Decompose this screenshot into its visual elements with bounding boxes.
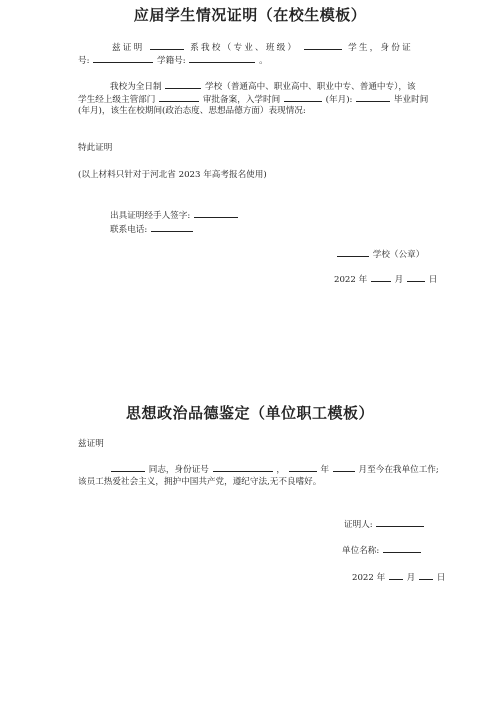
signer-label: 出具证明经手人签字: (110, 211, 191, 221)
employee-appraisal-title: 思想政治品德鉴定（单位职工模板） (125, 404, 374, 422)
signer-line (110, 208, 239, 222)
witness-line (344, 517, 425, 531)
day-label: 日 (428, 275, 438, 285)
witness-blank (376, 517, 424, 527)
year-label: 2022 年 (334, 275, 368, 285)
top-date-line (334, 272, 437, 286)
bottom-date-line (352, 570, 445, 584)
text-year: 年 (320, 465, 330, 475)
id-number-blank (93, 53, 153, 63)
employee-id-blank (213, 462, 273, 472)
month-label: 月 (394, 275, 404, 285)
text-number: 号: (78, 56, 90, 66)
graduate-time-blank (356, 92, 390, 102)
student-line-1 (112, 40, 413, 54)
text-certify: 兹证明 (112, 43, 145, 53)
day-blank (419, 570, 433, 580)
unit-line (342, 543, 422, 557)
employee-month-blank (333, 462, 355, 472)
month-label: 月 (406, 573, 416, 583)
employee-line-1 (110, 462, 439, 476)
month-blank (389, 570, 403, 580)
registration-blank (189, 53, 255, 63)
year-label: 2022 年 (352, 573, 386, 583)
student-certificate-title: 应届学生情况证明（在校生模板） (133, 6, 367, 24)
signer-blank (194, 208, 238, 218)
school-seal-label: 学校（公章） (372, 250, 425, 260)
text-major-class: 系我校（专业、班级） (190, 43, 299, 53)
day-label: 日 (436, 573, 446, 583)
employee-line-2: 该员工热爱社会主义，拥护中国共产党，遵纪守法,无不良嗜好。 (78, 477, 322, 487)
name-blank (150, 40, 184, 50)
employee-intro: 兹证明 (78, 439, 104, 449)
text-school-type: 学校（普通高中、职业高中、职业中专、普通中专），该 (205, 82, 416, 92)
unit-label: 单位名称: (342, 546, 380, 556)
student-line-2 (78, 53, 268, 67)
text-registration: 学籍号: (156, 56, 186, 66)
month-blank (371, 272, 391, 282)
school-name-blank (165, 79, 201, 89)
day-blank (407, 272, 425, 282)
student-line-5: (年月)，该生在校期间(政治态度、思想品德方面）表现情况: (78, 106, 306, 116)
usage-note: (以上材料只针对于河北省 2023 年高考报名使用) (78, 170, 267, 180)
text-year-month: (年月): (325, 95, 353, 105)
school-seal-blank (337, 247, 369, 257)
school-seal-line (336, 247, 424, 261)
employee-year-blank (289, 462, 317, 472)
text-fulltime: 我校为全日制 (110, 82, 162, 92)
student-line-4 (78, 92, 428, 106)
special-certify: 特此证明 (78, 143, 113, 153)
text-student-id: 学生，身份证 (348, 43, 413, 53)
enroll-time-blank (284, 92, 322, 102)
text-period: 。 (259, 56, 268, 66)
unit-blank (383, 543, 421, 553)
text-work-since: 月至今在我单位工作; (358, 465, 439, 475)
phone-line (110, 222, 194, 236)
text-comma: ， (276, 465, 285, 475)
text-comrade-id: 同志，身份证号 (148, 465, 209, 475)
phone-label: 联系电话: (110, 225, 148, 235)
student-line-3 (110, 79, 416, 93)
text-department: 学生经上级主管部门 (78, 95, 156, 105)
major-class-blank (304, 40, 342, 50)
phone-blank (151, 222, 193, 232)
employee-name-blank (111, 462, 145, 472)
witness-label: 证明人: (344, 520, 373, 530)
text-graduate-time: 毕业时间 (393, 95, 429, 105)
text-enroll-time: 审批备案，入学时间 (202, 95, 281, 105)
department-blank (159, 92, 199, 102)
